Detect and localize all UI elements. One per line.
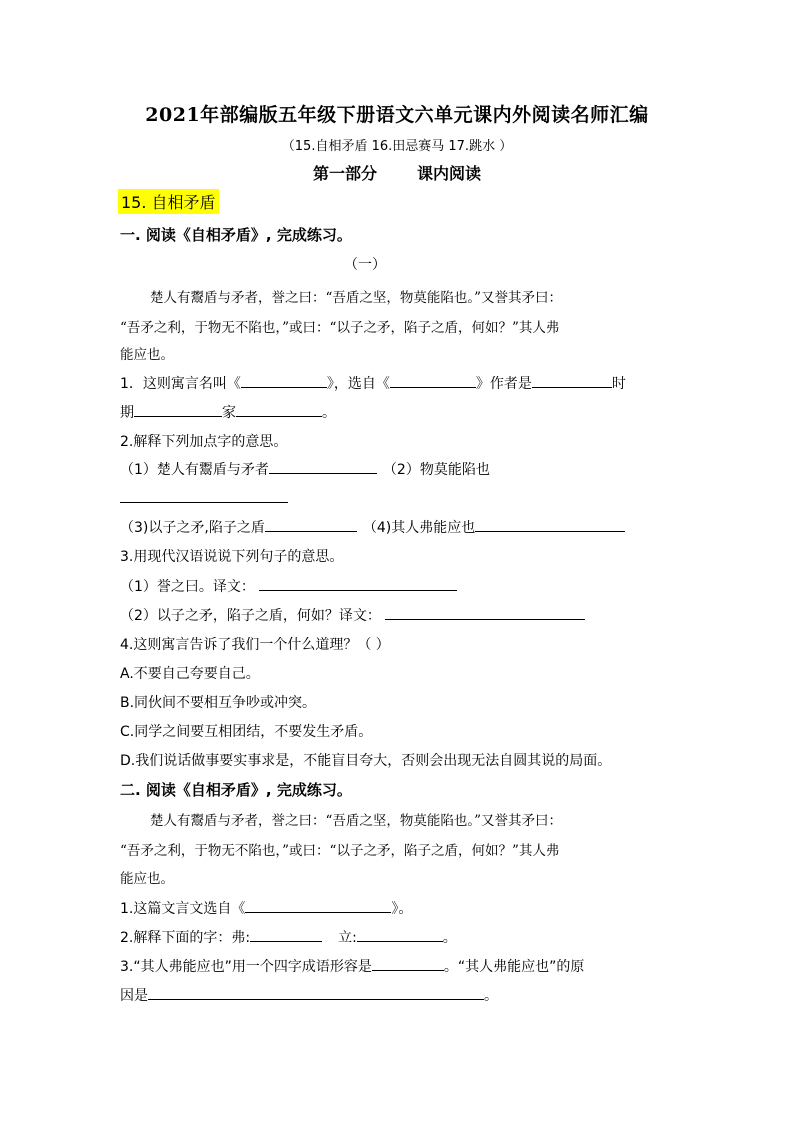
s2-q3-line1 (120, 956, 584, 976)
s1-q2-blank3[interactable] (265, 517, 357, 532)
part-heading-label: 课内阅读 (417, 164, 482, 183)
s2-q3-blank1[interactable] (372, 956, 444, 971)
s2-q3-line2 (120, 985, 498, 1005)
part-heading-number: 第一部分 (312, 164, 377, 183)
section1-passage-line2: “吾矛之利，于物无不陷也，”或曰：“以子之矛，陷子之盾，何如？”其人弗 (120, 320, 560, 336)
s1-q4-option-b: B.同伙间不要相互争吵或冲突。 (120, 695, 317, 711)
s1-q2-item1: （1）楚人有鬻盾与矛者 (120, 462, 269, 478)
s1-q2-line1 (120, 459, 490, 479)
s1-q1-text-d: 时 (611, 376, 626, 392)
s1-q4-option-c: C.同学之间要互相团结，不要发生矛盾。 (120, 724, 373, 740)
s1-q4-option-d: D.我们说话做事要实事求是，不能盲目夸大，否则会出现无法自圆其说的局面。 (120, 753, 612, 769)
s1-q3-line2 (120, 605, 585, 625)
s1-q3-item1: （1）誉之曰。译文： (120, 579, 255, 595)
s1-q1-blank-author[interactable] (532, 373, 612, 388)
s2-q3-text-a: 3.“其人弗能应也”用一个四字成语形容是 (120, 959, 372, 975)
s1-q2-prompt: 2.解释下列加点字的意思。 (120, 434, 288, 450)
s2-q3-text-b: 。“其人弗能应也”的原 (443, 959, 585, 975)
s1-q3-blank1[interactable] (259, 576, 457, 591)
section2-heading: 二. 阅读《自相矛盾》, 完成练习。 (120, 781, 352, 799)
s1-q3-prompt: 3.用现代汉语说说下列句子的意思。 (120, 549, 344, 565)
s1-q1-line2 (120, 402, 336, 422)
section2-passage-line1: 楚人有鬻盾与矛者，誉之曰：“吾盾之坚，物莫能陷也。”又誉其矛曰： (150, 813, 563, 829)
section1-passage-line1: 楚人有鬻盾与矛者，誉之曰：“吾盾之坚，物莫能陷也。”又誉其矛曰： (150, 290, 563, 306)
section1-passage-line3: 能应也。 (120, 347, 174, 363)
s1-q1-blank-period[interactable] (134, 402, 222, 417)
s2-q3-blank2[interactable] (148, 985, 484, 1000)
lesson-title-highlight: 15. 自相矛盾 (118, 189, 219, 214)
s1-q4-prompt: 4.这则寓言告诉了我们一个什么道理？（ ） (120, 637, 390, 653)
s2-q2-blank2[interactable] (357, 927, 443, 942)
s1-q2-line3 (120, 517, 625, 537)
s1-q2-item3: （3)以子之矛,陷子之盾 (120, 520, 265, 536)
section1-subheading: （一） (344, 257, 386, 273)
s1-q2-item2: （2）物莫能陷也 (382, 462, 490, 478)
s1-q3-blank2[interactable] (385, 605, 585, 620)
s1-q2-blank2[interactable] (120, 502, 288, 503)
s2-q1-text-a: 1.这篇文言文选自《 (120, 901, 246, 917)
s2-q3-text-c: 因是 (120, 988, 148, 1004)
s1-q3-item2: （2）以子之矛，陷子之盾，何如？译文： (120, 608, 381, 624)
section2-passage-line3: 能应也。 (120, 871, 174, 887)
s1-q1-blank-school[interactable] (236, 402, 322, 417)
s1-q3-line1 (120, 576, 457, 596)
document-title: 2021年部编版五年级下册语文六单元课内外阅读名师汇编 (145, 104, 649, 126)
s2-q2-line (120, 927, 457, 947)
s1-q1-text-e: 期 (120, 405, 134, 421)
part-heading (0, 161, 794, 184)
document-subtitle: （15.自相矛盾 16.田忌赛马 17.跳水 ） (281, 139, 513, 154)
s2-q1-line (120, 898, 412, 918)
section1-heading: 一. 阅读《自相矛盾》, 完成练习。 (120, 226, 352, 244)
s2-q1-text-b: 》。 (391, 901, 413, 917)
s1-q1-blank-name[interactable] (241, 373, 327, 388)
s1-q2-blank4[interactable] (475, 517, 625, 532)
s2-q2-text-b: 立: (338, 930, 357, 946)
s1-q1-text-g: 。 (322, 405, 336, 421)
s1-q1-text-f: 家 (222, 405, 236, 421)
s1-q1-text-b: 》，选自《 (326, 376, 390, 392)
s1-q1-line1 (120, 373, 626, 393)
s1-q1-text-c: 》作者是 (475, 376, 532, 392)
s1-q2-item4: （4)其人弗能应也 (362, 520, 476, 536)
s2-q2-text-a: 2.解释下面的字：弗: (120, 930, 251, 946)
section2-passage-line2: “吾矛之利，于物无不陷也，”或曰：“以子之矛，陷子之盾，何如？”其人弗 (120, 843, 560, 859)
s1-q2-blank1[interactable] (269, 459, 377, 474)
s2-q3-text-d: 。 (484, 988, 498, 1004)
s1-q1-blank-source[interactable] (390, 373, 476, 388)
s2-q2-text-c: 。 (442, 930, 457, 946)
s1-q4-option-a: A.不要自己夸要自己。 (120, 666, 260, 682)
s1-q1-text-a: 1．这则寓言名叫《 (120, 376, 241, 392)
s2-q1-blank[interactable] (245, 898, 391, 913)
s2-q2-blank1[interactable] (250, 927, 322, 942)
